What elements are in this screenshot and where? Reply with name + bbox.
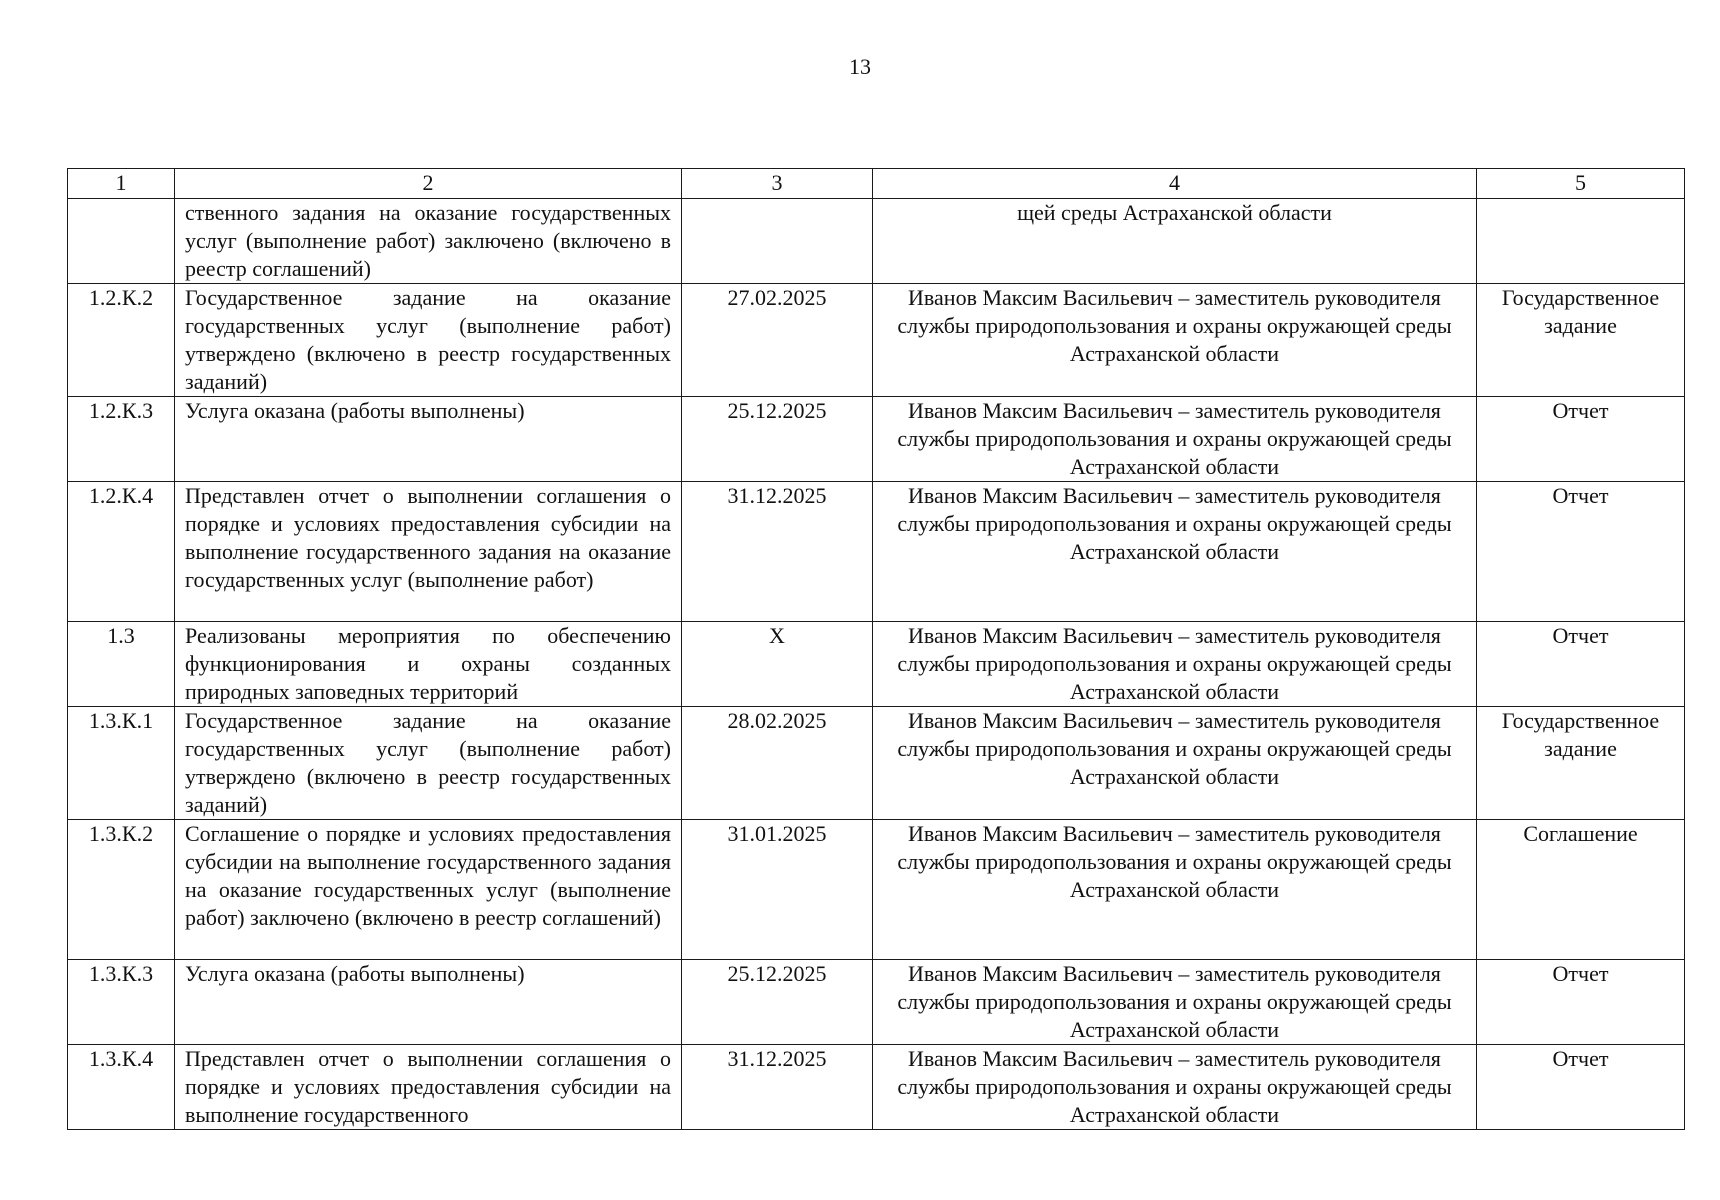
table-row <box>68 284 1685 397</box>
row-date: 27.02.2025 <box>682 284 873 397</box>
page-number: 13 <box>849 54 871 79</box>
row-description: Реализованы мероприятия по обеспечению функционирования и охраны созданных природных заповедных территорий <box>175 622 682 707</box>
row-responsible: Иванов Максим Васильевич – заместитель руководителя службы природопользования и охраны окружающей среды Астраханской области <box>873 482 1477 622</box>
row-description: Представлен отчет о выполнении соглашения о порядке и условиях предоставления субсидии на выполнение государственного задания на оказание государственных услуг (выполнение работ) <box>175 482 682 622</box>
row-number: 1.2.К.2 <box>68 284 175 397</box>
row-description: ственного задания на оказание государственных услуг (выполнение работ) заключено (включено в реестр соглашений) <box>175 199 682 284</box>
table-header-row <box>68 169 1685 199</box>
table-row <box>68 707 1685 820</box>
row-responsible: Иванов Максим Васильевич – заместитель руководителя службы природопользования и охраны окружающей среды Астраханской области <box>873 284 1477 397</box>
column-header-2: 2 <box>175 169 682 199</box>
row-date: 25.12.2025 <box>682 397 873 482</box>
row-date <box>682 199 873 284</box>
row-number: 1.3.К.2 <box>68 820 175 960</box>
table-row <box>68 482 1685 622</box>
row-date: Х <box>682 622 873 707</box>
column-header-5: 5 <box>1477 169 1685 199</box>
row-description: Услуга оказана (работы выполнены) <box>175 960 682 1045</box>
row-responsible: Иванов Максим Васильевич – заместитель руководителя службы природопользования и охраны окружающей среды Астраханской области <box>873 1045 1477 1130</box>
row-number: 1.2.К.3 <box>68 397 175 482</box>
row-number: 1.3.К.1 <box>68 707 175 820</box>
column-header-4: 4 <box>873 169 1477 199</box>
row-date: 31.01.2025 <box>682 820 873 960</box>
row-document-type: Отчет <box>1477 960 1685 1045</box>
activities-table <box>67 168 1685 1130</box>
table-row <box>68 622 1685 707</box>
row-responsible: Иванов Максим Васильевич – заместитель руководителя службы природопользования и охраны окружающей среды Астраханской области <box>873 707 1477 820</box>
row-description: Представлен отчет о выполнении соглашения о порядке и условиях предоставления субсидии на выполнение государственного <box>175 1045 682 1130</box>
row-document-type <box>1477 199 1685 284</box>
table-row <box>68 1045 1685 1130</box>
row-number: 1.3.К.4 <box>68 1045 175 1130</box>
row-document-type: Государственное задание <box>1477 707 1685 820</box>
row-responsible: Иванов Максим Васильевич – заместитель руководителя службы природопользования и охраны окружающей среды Астраханской области <box>873 960 1477 1045</box>
row-responsible: щей среды Астраханской области <box>873 199 1477 284</box>
row-number: 1.3.К.3 <box>68 960 175 1045</box>
row-number <box>68 199 175 284</box>
row-document-type: Отчет <box>1477 622 1685 707</box>
row-description: Государственное задание на оказание государственных услуг (выполнение работ) утверждено (включено в реестр государственных заданий) <box>175 284 682 397</box>
row-date: 31.12.2025 <box>682 482 873 622</box>
row-description: Государственное задание на оказание государственных услуг (выполнение работ) утверждено (включено в реестр государственных заданий) <box>175 707 682 820</box>
row-number: 1.3 <box>68 622 175 707</box>
table-row <box>68 820 1685 960</box>
row-number: 1.2.К.4 <box>68 482 175 622</box>
row-date: 31.12.2025 <box>682 1045 873 1130</box>
row-date: 28.02.2025 <box>682 707 873 820</box>
table-row <box>68 960 1685 1045</box>
row-date: 25.12.2025 <box>682 960 873 1045</box>
column-header-1: 1 <box>68 169 175 199</box>
row-document-type: Соглашение <box>1477 820 1685 960</box>
row-responsible: Иванов Максим Васильевич – заместитель руководителя службы природопользования и охраны окружающей среды Астраханской области <box>873 397 1477 482</box>
table-row <box>68 397 1685 482</box>
row-description: Соглашение о порядке и условиях предоставления субсидии на выполнение государственного задания на оказание государственных услуг (выполнение работ) заключено (включено в реестр соглашений) <box>175 820 682 960</box>
column-header-3: 3 <box>682 169 873 199</box>
row-responsible: Иванов Максим Васильевич – заместитель руководителя службы природопользования и охраны окружающей среды Астраханской области <box>873 820 1477 960</box>
row-document-type: Отчет <box>1477 482 1685 622</box>
row-responsible: Иванов Максим Васильевич – заместитель руководителя службы природопользования и охраны окружающей среды Астраханской области <box>873 622 1477 707</box>
row-document-type: Отчет <box>1477 1045 1685 1130</box>
table-row <box>68 199 1685 284</box>
row-document-type: Отчет <box>1477 397 1685 482</box>
row-document-type: Государственное задание <box>1477 284 1685 397</box>
row-description: Услуга оказана (работы выполнены) <box>175 397 682 482</box>
